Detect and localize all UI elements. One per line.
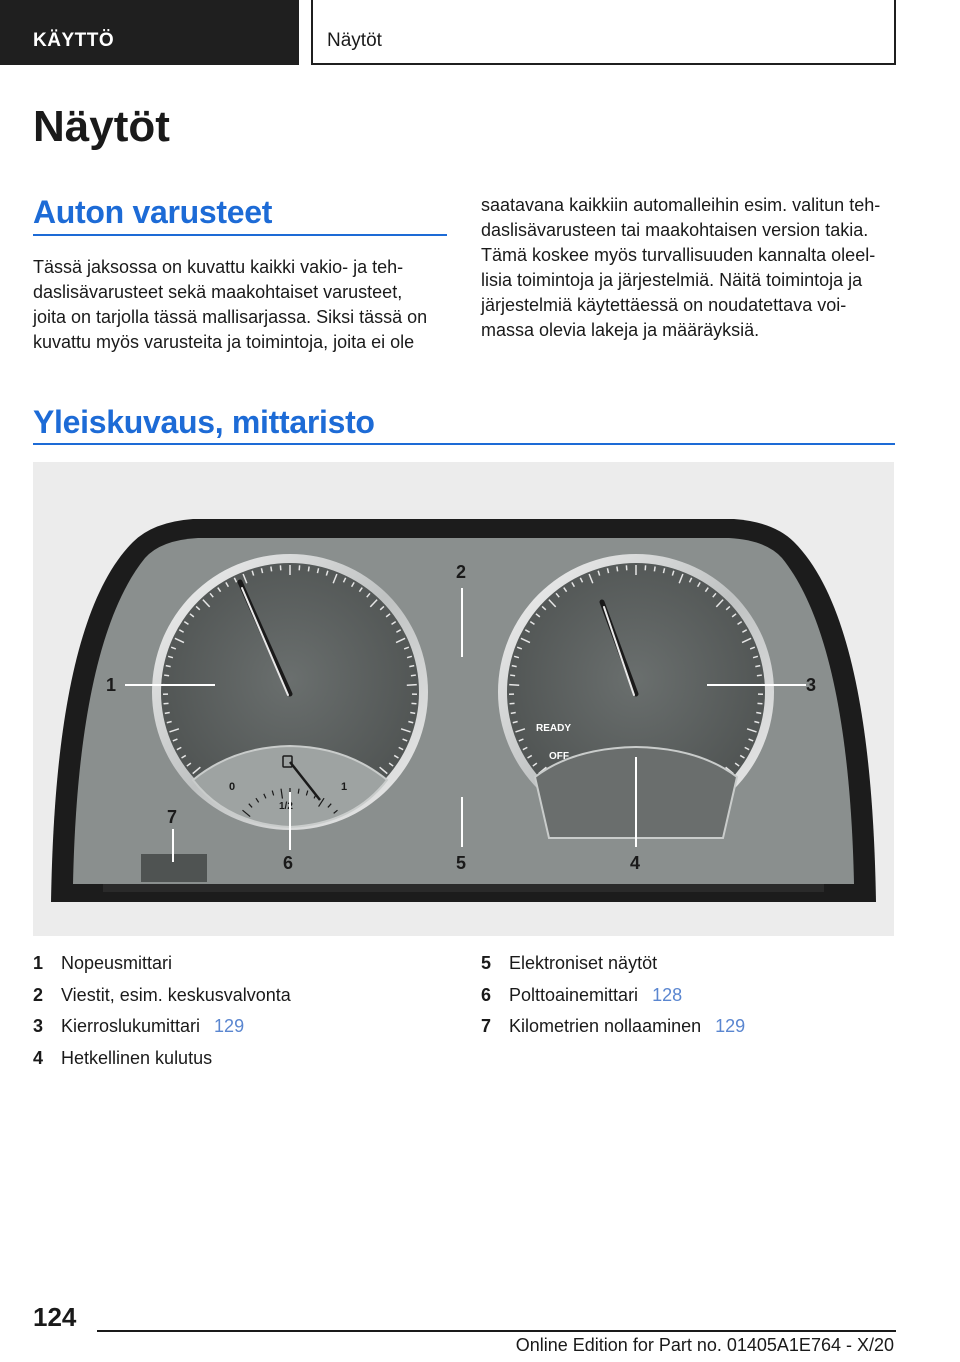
text-line: joita on tarjolla tässä mallisarjassa. Siksi tässä on — [33, 307, 428, 327]
callout-4: 4 — [630, 853, 641, 873]
page-title: Näytöt — [33, 102, 170, 151]
legend-text: Nopeusmittari — [61, 953, 173, 973]
text-line: kuvattu myös varusteita ja toimintoja, joita ei ole — [33, 332, 415, 352]
gauge-tick — [411, 675, 416, 676]
legend-text: Kierroslukumittari — [61, 1016, 201, 1036]
section-rule-equipment — [33, 234, 447, 236]
legend-text: Viestit, esim. keskusvalvonta — [61, 985, 291, 1005]
page-reference-link[interactable]: 128 — [652, 985, 683, 1005]
gauge-tick — [409, 666, 414, 667]
gauge-tick — [298, 789, 299, 794]
legend-number: 4 — [33, 1048, 44, 1068]
section-title-equipment: Auton varusteet — [33, 194, 273, 230]
callout-6: 6 — [283, 853, 294, 873]
legend-text: Kilometrien nollaaminen — [509, 1016, 702, 1036]
gauge-tick — [510, 675, 515, 676]
legend-text: Hetkellinen kulutus — [61, 1048, 213, 1068]
tacho-off-label: OFF — [549, 751, 569, 762]
speedometer-gauge — [152, 554, 428, 830]
gauge-tick — [617, 566, 618, 571]
gauge-tick — [166, 666, 171, 667]
callout-1: 1 — [106, 675, 117, 695]
gauge-tick — [511, 712, 516, 713]
legend-text: Polttoainemittari — [509, 985, 639, 1005]
legend-number: 6 — [481, 985, 492, 1005]
gauge-tick — [757, 675, 762, 676]
page-reference-link[interactable]: 129 — [715, 1016, 746, 1036]
page-number: 124 — [33, 1302, 77, 1332]
callout-7: 7 — [167, 807, 178, 827]
header-section-tab — [0, 0, 299, 65]
equipment-paragraph-right — [481, 193, 901, 343]
text-line: Tässä jaksossa on kuvattu kaikki vakio- ja teh‐ — [33, 257, 404, 277]
tacho-ready-label: READY — [536, 723, 572, 734]
legend-text: Elektroniset näytöt — [509, 953, 658, 973]
footer-edition-text: Online Edition for Part no. 01405A1E764 - X/20 — [515, 1335, 894, 1355]
text-line: massa olevia lakeja ja määräyksiä. — [481, 320, 760, 340]
section-rule-overview — [33, 443, 895, 445]
gauge-tick — [755, 666, 760, 667]
page-reference-link[interactable]: 129 — [214, 1016, 245, 1036]
gauge-tick — [654, 566, 655, 571]
text-line: daslisävarusteen tai maakohtaisen version takia. — [481, 220, 869, 240]
legend-number: 1 — [33, 953, 44, 973]
gauge-tick — [509, 685, 519, 686]
equipment-paragraph-left — [33, 255, 453, 355]
callout-5: 5 — [456, 853, 467, 873]
text-line: Tämä koskee myös turvallisuuden kannalta oleel‐ — [481, 245, 876, 265]
callout-3: 3 — [806, 675, 817, 695]
text-line: daslisävarusteet sekä maakohtaiset varusteet, — [33, 282, 403, 302]
gauge-tick — [271, 566, 272, 571]
legend-number: 7 — [481, 1016, 492, 1036]
callout-2: 2 — [456, 562, 467, 582]
fuel-scale-half: 1/2 — [279, 801, 293, 812]
instrument-cluster-illustration — [33, 462, 894, 936]
gauge-tick — [410, 712, 415, 713]
instrument-cluster-figure — [33, 462, 894, 936]
text-line: saatavana kaikkiin automalleihin esim. valitun teh‐ — [481, 195, 881, 215]
gauge-tick — [165, 712, 170, 713]
section-title-overview: Yleiskuvaus, mittaristo — [33, 404, 375, 440]
legend-number: 3 — [33, 1016, 44, 1036]
gauge-tick — [756, 712, 761, 713]
gauge-tick — [164, 675, 169, 676]
header-chapter-tab — [311, 0, 896, 65]
footer-rule — [97, 1330, 896, 1332]
gauge-tick — [407, 685, 417, 686]
text-line: lisia toimintoja ja järjestelmiä. Näitä toimintoja ja — [481, 270, 863, 290]
fuel-scale-full: 1 — [341, 781, 348, 793]
fuel-scale-empty: 0 — [229, 781, 236, 793]
text-line: järjestelmiä käytettäessä on noudatettava voi‐ — [481, 295, 847, 315]
header-chapter-label: Näytöt — [327, 30, 382, 51]
gauge-tick — [308, 566, 309, 571]
gauge-tick — [512, 666, 517, 667]
legend-number: 2 — [33, 985, 44, 1005]
legend-number: 5 — [481, 953, 492, 973]
header-section-label: KÄYTTÖ — [33, 30, 115, 51]
